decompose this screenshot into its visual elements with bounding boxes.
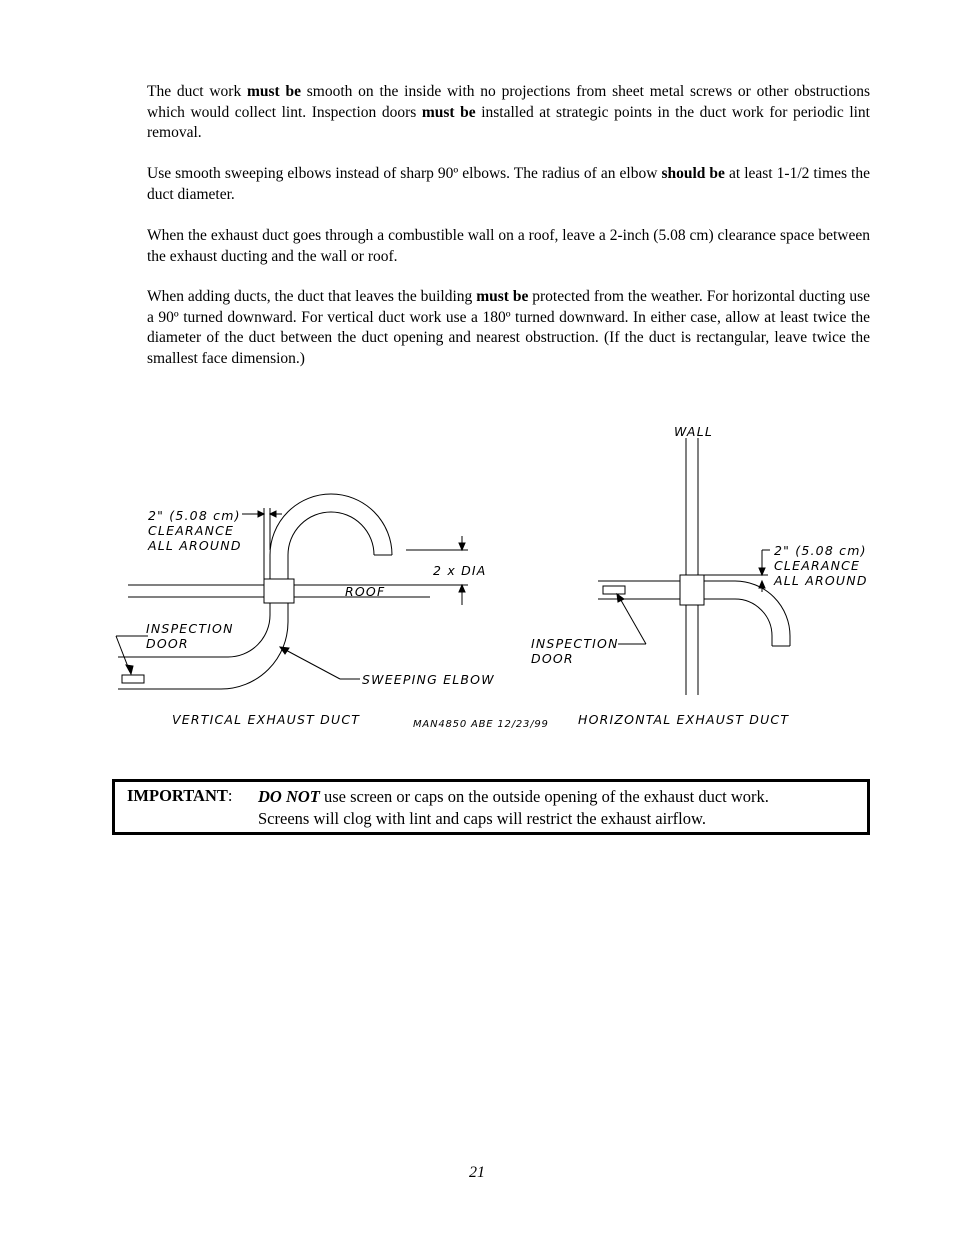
text-run: When the exhaust duct goes through a combustible wall on a roof, leave a 2-inch (5.08 cm) clearance space between the exhaust ducting and the wall or roof. xyxy=(147,227,870,265)
caption-vertical-exhaust: VERTICAL EXHAUST DUCT xyxy=(172,712,361,727)
label-inspection-right-1: INSPECTION xyxy=(531,636,619,651)
leader-lines-right xyxy=(617,594,646,644)
paragraph-clearance xyxy=(147,226,870,267)
text-run: at least 1-1/2 times the duct diameter. xyxy=(147,165,870,203)
label-drawing-ref: MAN4850 ABE 12/23/99 xyxy=(413,719,549,730)
important-notice-box xyxy=(112,779,870,835)
wall xyxy=(686,438,698,695)
notice-line-1-rest: use screen or caps on the outside opening of the exhaust duct work. xyxy=(319,787,769,806)
text-run: Use smooth sweeping elbows instead of sharp 90º elbows. The radius of an elbow xyxy=(147,165,662,182)
notice-label-text: IMPORTANT xyxy=(127,786,228,805)
notice-label xyxy=(127,786,232,806)
label-inspection-left-1: INSPECTION xyxy=(146,621,234,636)
paragraph-duct-smooth xyxy=(147,82,870,144)
notice-colon: : xyxy=(227,786,233,805)
label-clearance-right-1: 2" (5.08 cm) xyxy=(774,543,867,558)
label-clearance-left-1: 2" (5.08 cm) xyxy=(148,508,241,523)
label-clearance-left-2: CLEARANCE xyxy=(148,523,235,538)
label-roof: ROOF xyxy=(345,584,386,599)
notice-emphasis: DO NOT xyxy=(258,787,320,806)
roof-collar xyxy=(264,579,294,603)
inspection-door-right xyxy=(603,586,625,594)
caption-horizontal-exhaust: HORIZONTAL EXHAUST DUCT xyxy=(578,712,790,727)
label-clearance-right-3: ALL AROUND xyxy=(774,573,868,588)
bold-run: must be xyxy=(476,288,529,305)
page-number: 21 xyxy=(469,1164,485,1181)
paragraph-weather-protection xyxy=(147,287,870,369)
label-inspection-left-2: DOOR xyxy=(146,636,189,651)
bold-run: must be xyxy=(421,103,476,121)
label-sweeping-elbow: SWEEPING ELBOW xyxy=(362,672,495,687)
text-run: installed at strategic points in the duct work for periodic lint removal. xyxy=(147,103,870,141)
bold-run: must be xyxy=(246,83,301,100)
paragraph-sweeping-elbows xyxy=(147,164,870,205)
notice-line-2: Screens will clog with lint and caps will restrict the exhaust airflow. xyxy=(258,809,706,828)
vertical-duct-cap xyxy=(270,494,392,579)
label-clearance-right-2: CLEARANCE xyxy=(774,558,861,573)
text-run: The duct work xyxy=(147,83,247,100)
bold-run: should be xyxy=(661,165,725,182)
text-run: smooth on the inside with no projections from sheet metal screws or other obstructions which would collect lint. Inspection doors xyxy=(147,83,871,121)
notice-text xyxy=(258,786,858,830)
inspection-door-left xyxy=(122,675,144,683)
label-clearance-left-3: ALL AROUND xyxy=(148,538,242,553)
text-run: protected from the weather. For horizontal ducting use a 90º turned downward. For vertical duct work use a 180º turned downward. In either case, allow at least twice the diameter of the duct between the duct opening and nearest obstruction. (If the duct is rectangular, leave twice the smallest face dimension.) xyxy=(147,288,870,367)
wall-collar xyxy=(680,575,704,605)
clearance-marker-left xyxy=(242,508,282,579)
clearance-marker-right xyxy=(704,550,770,592)
label-wall: WALL xyxy=(674,424,714,439)
label-inspection-right-2: DOOR xyxy=(531,651,574,666)
notice-line-1 xyxy=(258,786,858,808)
text-run: When adding ducts, the duct that leaves the building xyxy=(147,288,477,305)
exhaust-duct-diagram xyxy=(0,410,954,750)
label-two-dia: 2 x DIA xyxy=(433,563,487,578)
